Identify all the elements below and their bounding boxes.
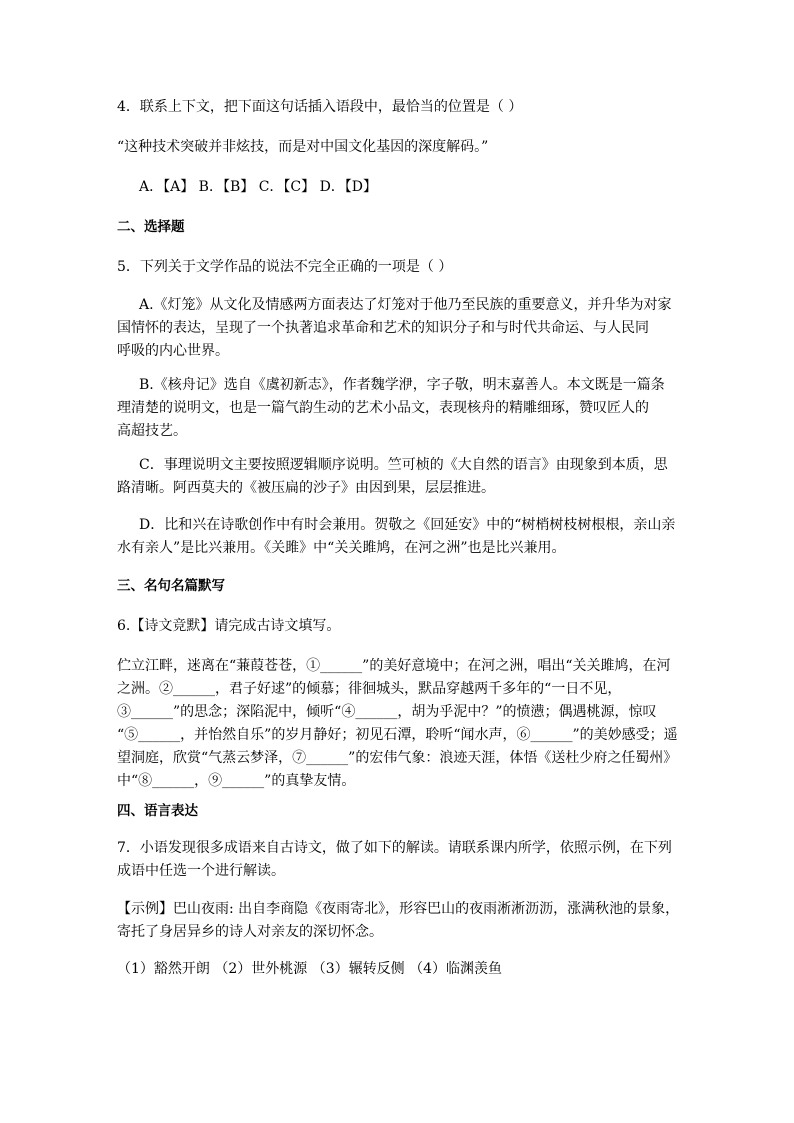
q5-option-a-line: 国情怀的表达，呈现了一个执著追求革命和艺术的知识分子和与时代共命运、与人民同 (117, 320, 649, 336)
q5-option-d (117, 514, 684, 560)
q4-quote: “这种技术突破并非炫技，而是对中国文化基因的深度解码。” (117, 139, 489, 155)
q6-passage-line: 之洲。②______，君子好逑”的倾慕；徘徊城头，默品穿越两千多年的“一日不见， (117, 681, 622, 697)
q4-options: A．【A】 B．【B】 C．【C】 D．【D】 (139, 179, 378, 195)
q6-passage-line: 中“⑧______，⑨______”的真挚友情。 (117, 773, 356, 789)
q7-stem (117, 837, 682, 883)
q5-option-a-line: 呼吸的内心世界。 (117, 343, 229, 359)
q7-stem-line: 成语中任选一个进行解读。 (117, 863, 285, 879)
q6-passage (117, 655, 682, 793)
q5-stem: 5．下列关于文学作品的说法不完全正确的一项是（ ） (117, 259, 453, 275)
q6-passage-line: ③______”的思念；深陷泥中，倾听“④______，胡为乎泥中？”的愤懑；偶遇桃源，惊叹 (117, 704, 657, 720)
q5-option-b-line: 理清楚的说明文，也是一篇气韵生动的艺术小品文，表现核舟的精雕细琢，赞叹匠人的 (117, 400, 649, 416)
q7-choices: （1）豁然开朗 （2）世外桃源 （3）辗转反侧 （4）临渊羡鱼 (117, 961, 502, 977)
section-2-title: 二、选择题 (117, 219, 185, 235)
q6-passage-line: 伫立江畔，迷离在“蒹葭苍苍，①______”的美好意境中；在河之洲，唱出“关关雎鸠，在河 (117, 658, 671, 674)
q7-example (117, 898, 682, 944)
q6-passage-line: 望洞庭，欣赏“气蒸云梦泽，⑦______”的宏伟气象：浪迹天涯，体悟《送杜少府之任蜀州》 (117, 750, 678, 766)
q5-option-c-line: 路清晰。阿西莫夫的《被压扁的沙子》由因到果，层层推进。 (117, 480, 495, 496)
q5-option-d-line: 水有亲人”是比兴兼用。《关雎》中“关关雎鸠，在河之洲”也是比兴兼用。 (117, 540, 566, 556)
section-3-title: 三、名句名篇默写 (117, 578, 225, 594)
q5-option-c (117, 454, 684, 500)
q5-option-d-line: D．比和兴在诗歌创作中有时会兼用。贺敬之《回延安》中的“树梢树枝树根根，亲山亲 (139, 517, 676, 533)
q6-passage-line: “⑤______，并怡然自乐”的岁月静好；初见石潭，聆听“闻水声，⑥______”的美妙感受；遥 (117, 727, 678, 743)
q5-option-b-line: 高超技艺。 (117, 423, 187, 439)
q5-option-b (117, 374, 684, 443)
q7-example-line: 【示例】巴山夜雨: 出自李商隐《夜雨寄北》，形容巴山的夜雨淅淅沥沥，涨满秋池的景象， (117, 901, 680, 917)
section-4-title: 四、语言表达 (117, 803, 198, 819)
q4-stem: 4．联系上下文，把下面这句话插入语段中，最恰当的位置是（ ） (117, 99, 523, 115)
q5-option-a-line: A.《灯笼》从文化及情感两方面表达了灯笼对于他乃至民族的重要意义，并升华为对家 (139, 297, 672, 313)
q5-option-c-line: C．事理说明文主要按照逻辑顺序说明。竺可桢的《大自然的语言》由现象到本质，思 (139, 457, 668, 473)
q6-stem: 6.【诗文竞默】请完成古诗文填写。 (117, 618, 341, 634)
q7-stem-line: 7．小语发现很多成语来自古诗文，做了如下的解读。请联系课内所学，依照示例，在下列 (117, 840, 672, 856)
q7-example-line: 寄托了身居异乡的诗人对亲友的深切怀念。 (117, 924, 383, 940)
q5-option-a (117, 294, 684, 363)
q5-option-b-line: B.《核舟记》选自《虞初新志》，作者魏学洢，字子敬，明末嘉善人。本文既是一篇条 (139, 377, 665, 393)
